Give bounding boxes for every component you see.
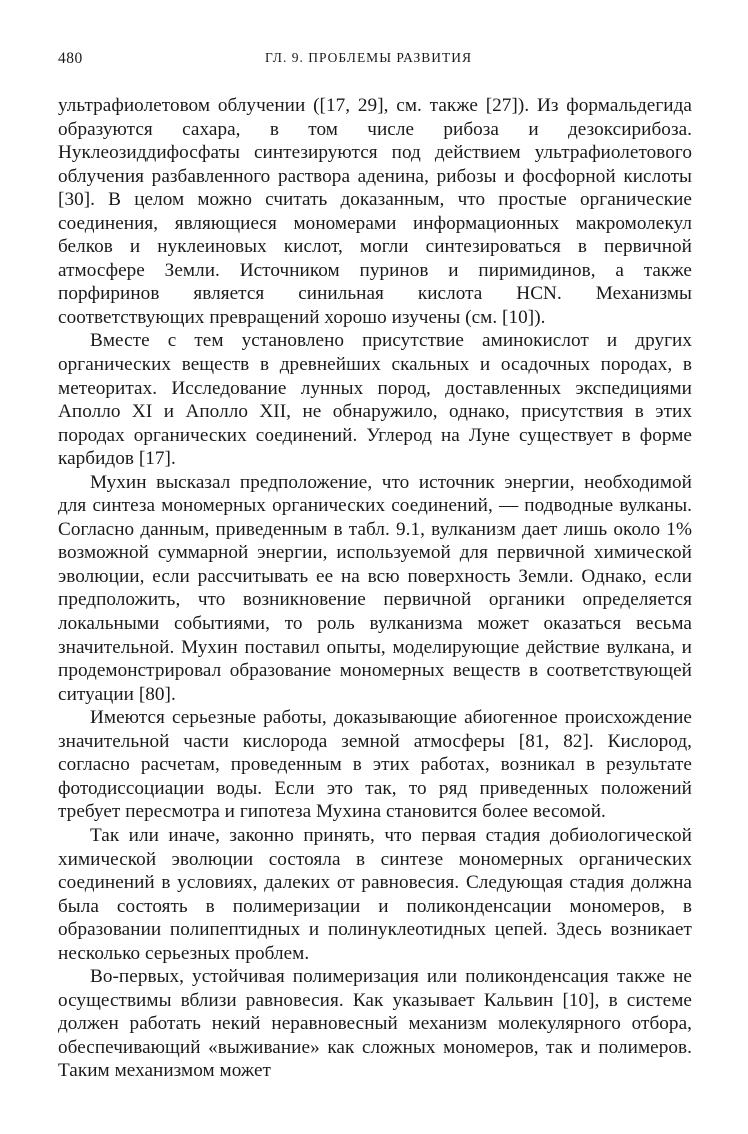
paragraph: ультрафиолетовом облучении ([17, 29], см. также [27]). Из формальдегида образуются сахара, в том числе рибоза и дезоксирибоза. Нуклеозиддифосфаты синтезируются под действием ультрафиолетового облучения разбавленного раствора аденина, рибозы и фосфорной кислоты [30]. В целом можно считать доказанным, что простые органические соединения, являющиеся мономерами информационных макромолекул белков и нуклеиновых кислот, могли синтезироваться в первичной атмосфере Земли. Источником пуринов и пиримидинов, а также порфиринов является синильная кислота HCN. Механизмы соответствующих превращений хорошо изучены (см. [10]). xyxy=(58,95,692,328)
paragraph: Во-первых, устойчивая полимеризация или поликонденсация также не осуществимы вблизи равновесия. Как указывает Кальвин [10], в системе должен работать некий неравновесный механизм молекулярного отбора, обеспечивающий «выживание» как сложных мономеров, так и полимеров. Таким механизмом может xyxy=(58,966,692,1082)
body-text xyxy=(58,94,692,1083)
book-page xyxy=(58,50,692,1083)
running-header xyxy=(58,50,692,76)
page-number: 480 xyxy=(58,50,83,67)
paragraph: Так или иначе, законно принять, что первая стадия добиологической химической эволюции состояла в синтезе мономерных органических соединений в условиях, далеких от равновесия. Следующая стадия должна была состоять в полимеризации и поликонденсации мономеров, в образовании полипептидных и полинуклеотидных цепей. Здесь возникает несколько серьезных проблем. xyxy=(58,824,692,964)
paragraph: Мухин высказал предположение, что источник энергии, необходимой для синтеза мономерных органических соединений, — подводные вулканы. Согласно данным, приведенным в табл. 9.1, вулканизм дает лишь около 1% возможной суммарной энергии, используемой для первичной химической эволюции, если рассчитывать ее на всю поверхность Земли. Однако, если предположить, что возникновение первичной органики определяется локальными событиями, то роль вулканизма может оказаться весьма значительной. Мухин поставил опыты, моделирующие действие вулкана, и продемонстрировал образование мономерных веществ в соответствующей ситуации [80]. xyxy=(58,471,692,705)
paragraph: Имеются серьезные работы, доказывающие абиогенное происхождение значительной части кислорода земной атмосферы [81, 82]. Кислород, согласно расчетам, проведенным в этих работах, возникал в результате фотодиссоциации воды. Если это так, то ряд приведенных положений требует пересмотра и гипотеза Мухина становится более весомой. xyxy=(58,707,692,823)
chapter-title: ГЛ. 9. ПРОБЛЕМЫ РАЗВИТИЯ xyxy=(265,50,473,65)
paragraph: Вместе с тем установлено присутствие аминокислот и других органических веществ в древнейших скальных и осадочных породах, в метеоритах. Исследование лунных пород, доставленных экспедициями Аполло XI и Аполло XII, не обнаружило, однако, присутствия в этих породах органических соединений. Углерод на Луне существует в форме карбидов [17]. xyxy=(58,330,692,470)
